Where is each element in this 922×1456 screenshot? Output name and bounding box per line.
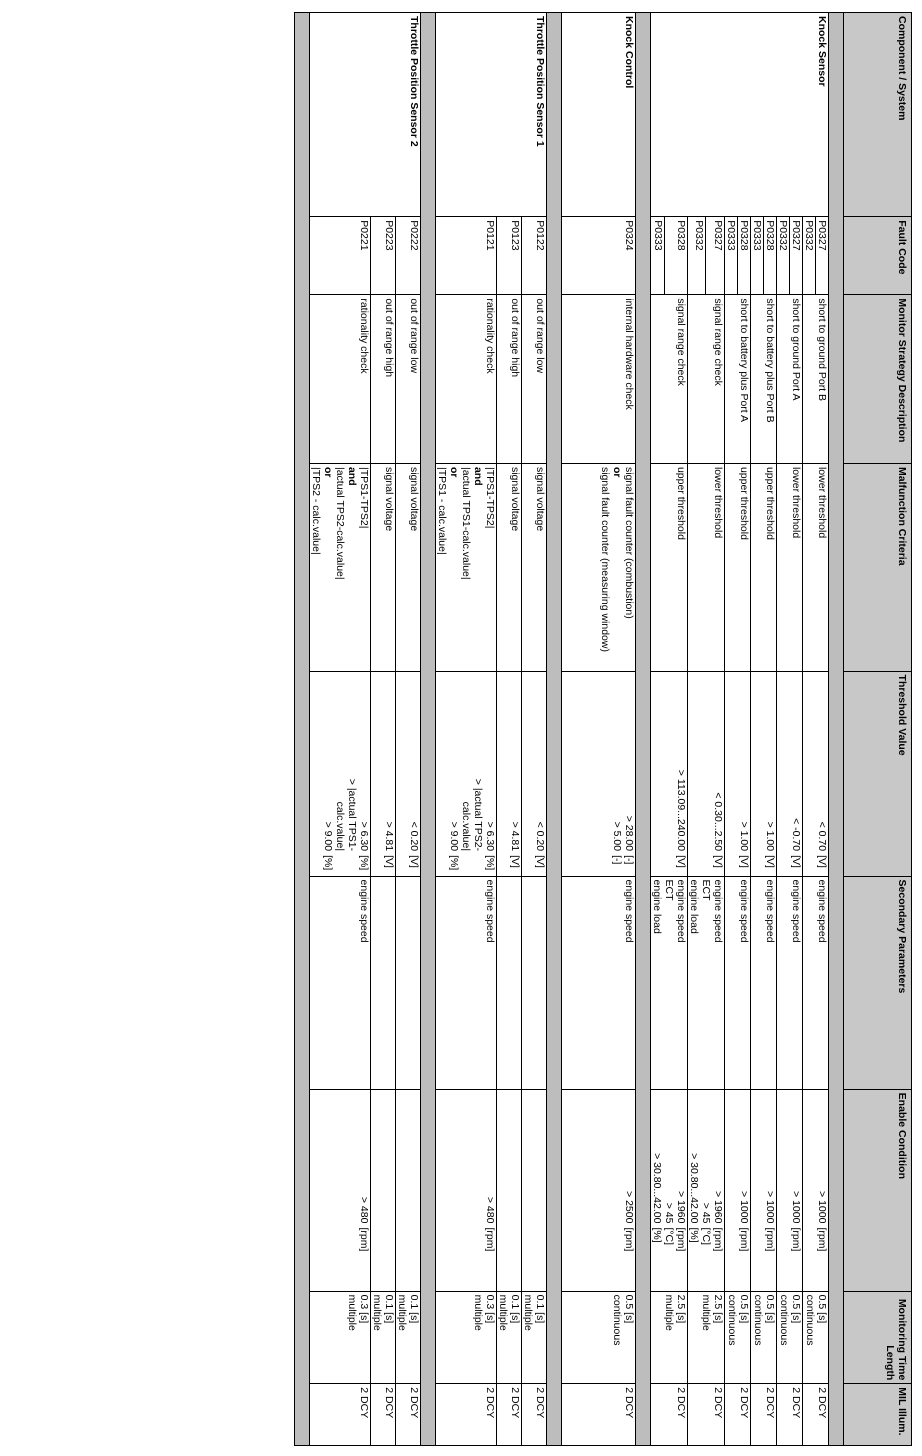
- enable-value: > 480: [310, 1089, 371, 1226]
- monitoring-duration: 0.3 [s]: [484, 1294, 496, 1324]
- threshold-unit-line: [%]: [358, 855, 370, 871]
- fault-code: P0122: [522, 217, 547, 295]
- mil-illumination: 2 DCY: [751, 1384, 777, 1446]
- threshold-unit: [310, 854, 371, 876]
- malfunction-criteria: [562, 463, 636, 671]
- header-criteria: Malfunction Criteria: [844, 463, 912, 671]
- threshold-value: > 4.81: [371, 671, 396, 854]
- strategy-description: short to battery plus Port B: [751, 295, 777, 464]
- mil-illumination: 2 DCY: [777, 1384, 803, 1446]
- enable-value-line: > 30.80...42.00: [651, 1153, 663, 1224]
- enable-unit: [651, 1226, 688, 1291]
- criteria-line: |TPS1-TPS2|: [484, 466, 496, 529]
- enable-unit: [522, 1226, 547, 1291]
- monitoring-time: [396, 1291, 421, 1384]
- monitoring-duration: 0.5 [s]: [764, 1294, 776, 1324]
- threshold-unit: [436, 854, 497, 876]
- fault-code: P0333: [725, 217, 738, 295]
- criteria-operator: and: [472, 466, 484, 486]
- secondary-parameter: engine speed: [562, 876, 636, 1089]
- malfunction-criteria: [310, 463, 371, 671]
- threshold-line: calc.value|: [460, 801, 472, 852]
- table-row: [562, 13, 636, 1446]
- secondary-parameter: engine speed: [310, 876, 371, 1089]
- strategy-description: out of range high: [497, 295, 522, 464]
- table-row: [816, 13, 829, 1446]
- threshold-line: > |actual TPS1-: [346, 778, 358, 852]
- criteria-line: |actual TPS1-calc.value|: [460, 466, 472, 580]
- monitoring-mode: multiple: [522, 1294, 534, 1331]
- fault-code: P0327: [816, 217, 829, 295]
- secondary-parameter: [522, 876, 547, 1089]
- malfunction-criteria: signal voltage: [522, 463, 547, 671]
- monitoring-duration: 0.5 [s]: [816, 1294, 828, 1324]
- enable-unit-line: [rpm]: [675, 1227, 687, 1252]
- monitoring-time: [651, 1291, 688, 1384]
- criteria-line: |actual TPS2-calc.value|: [334, 466, 346, 580]
- threshold-unit: [V]: [725, 854, 751, 876]
- enable-value-line: > 45: [663, 1202, 675, 1224]
- enable-unit: [rpm]: [751, 1226, 777, 1291]
- secondary-parameter-line: engine speed: [675, 879, 687, 943]
- criteria-line: |TPS1 - calc.value|: [436, 466, 448, 555]
- enable-value: > 1000: [751, 1089, 777, 1226]
- fault-code: P0332: [777, 217, 790, 295]
- threshold-unit-spacer: [346, 855, 358, 872]
- section-divider: [421, 13, 436, 1446]
- threshold-unit-spacer: [472, 855, 484, 872]
- threshold-unit: [V]: [371, 854, 396, 876]
- enable-unit-line: [%]: [651, 1227, 663, 1243]
- threshold-unit-line: [%]: [484, 855, 496, 871]
- monitoring-mode: multiple: [700, 1294, 712, 1331]
- monitoring-mode: multiple: [396, 1294, 408, 1331]
- table-row: [310, 13, 371, 1446]
- secondary-parameter-line: ECT: [700, 879, 712, 901]
- monitoring-time: [522, 1291, 547, 1384]
- fault-code: P0333: [751, 217, 764, 295]
- strategy-description: signal range check: [651, 295, 688, 464]
- enable-value-line: > 45: [700, 1202, 712, 1224]
- monitoring-mode: multiple: [346, 1294, 358, 1331]
- enable-unit: [rpm]: [310, 1226, 371, 1291]
- mil-illumination: 2 DCY: [371, 1384, 396, 1446]
- component-name: Knock Sensor: [651, 13, 829, 217]
- threshold-unit: [V]: [777, 854, 803, 876]
- criteria-line: signal fault counter (combustion): [623, 466, 635, 619]
- monitoring-mode: multiple: [663, 1294, 675, 1331]
- table-row: [497, 13, 522, 1446]
- malfunction-criteria: signal voltage: [371, 463, 396, 671]
- monitoring-mode: continuous: [726, 1294, 738, 1346]
- table-row: [764, 13, 777, 1446]
- threshold-unit: [V]: [751, 854, 777, 876]
- monitoring-duration: 0.1 [s]: [383, 1294, 395, 1324]
- threshold-line: > 9.00: [322, 821, 334, 852]
- threshold-value: > 1.00: [725, 671, 751, 854]
- threshold-value: [310, 671, 371, 854]
- component-name: Knock Control: [562, 13, 636, 217]
- table-row: [436, 13, 497, 1446]
- enable-unit: [497, 1226, 522, 1291]
- monitoring-duration: 2.5 [s]: [675, 1294, 687, 1324]
- table-row: [522, 13, 547, 1446]
- secondary-parameter-line: engine load: [651, 879, 663, 934]
- strategy-description: out of range high: [371, 295, 396, 464]
- fault-code: P0332: [688, 217, 707, 295]
- threshold-unit-line: [-]: [623, 855, 635, 865]
- enable-value-line: > 1960: [675, 1191, 687, 1224]
- monitoring-mode: multiple: [472, 1294, 484, 1331]
- threshold-line: calc.value|: [334, 801, 346, 852]
- malfunction-criteria: upper threshold: [651, 463, 688, 671]
- enable-value: > 480: [436, 1089, 497, 1226]
- enable-value: [396, 1089, 421, 1226]
- threshold-line: > |actual TPS2-: [472, 778, 484, 852]
- component-name: Throttle Position Sensor 2: [310, 13, 421, 217]
- secondary-parameter-line: engine load: [688, 879, 700, 934]
- threshold-line: > 6.30: [484, 821, 496, 852]
- threshold-line: > 5.00: [611, 821, 623, 852]
- monitoring-time: [688, 1291, 725, 1384]
- threshold-unit-spacer: [460, 855, 472, 872]
- threshold-value: < -0.70: [777, 671, 803, 854]
- strategy-description: signal range check: [688, 295, 725, 464]
- fault-code: P0328: [764, 217, 777, 295]
- monitoring-duration: 0.5 [s]: [738, 1294, 750, 1324]
- monitoring-time: [310, 1291, 371, 1384]
- enable-value: [651, 1089, 688, 1226]
- criteria-line: |TPS2 - calc.value|: [310, 466, 322, 555]
- monitoring-mode: continuous: [778, 1294, 790, 1346]
- threshold-unit: [V]: [522, 854, 547, 876]
- threshold-unit-line: [-]: [611, 855, 623, 865]
- threshold-value: > 1.00: [751, 671, 777, 854]
- threshold-unit: [V]: [396, 854, 421, 876]
- section-divider: [636, 13, 651, 1446]
- section-divider: [829, 13, 844, 1446]
- secondary-parameter: [497, 876, 522, 1089]
- header-strategy: Monitor Strategy Description: [844, 295, 912, 464]
- table-row: [738, 13, 751, 1446]
- header-row: [844, 13, 912, 1446]
- criteria-operator: or: [611, 466, 623, 478]
- criteria-operator: or: [322, 466, 334, 478]
- threshold-value: < 0.70: [803, 671, 829, 854]
- section-divider: [295, 13, 310, 1446]
- monitoring-duration: 0.3 [s]: [358, 1294, 370, 1324]
- malfunction-criteria: lower threshold: [803, 463, 829, 671]
- strategy-description: short to ground Port A: [777, 295, 803, 464]
- secondary-parameter: [651, 876, 688, 1089]
- threshold-value: < 0.20: [522, 671, 547, 854]
- fault-code: P0327: [706, 217, 725, 295]
- header-mil: MIL Illum.: [844, 1384, 912, 1446]
- threshold-line: > 9.00: [448, 821, 460, 852]
- secondary-parameter: engine speed: [436, 876, 497, 1089]
- fault-code: P0328: [738, 217, 751, 295]
- criteria-operator: or: [448, 466, 460, 478]
- enable-unit: [rpm]: [803, 1226, 829, 1291]
- enable-value: [497, 1089, 522, 1226]
- strategy-description: short to battery plus Port A: [725, 295, 751, 464]
- enable-value-line: > 30.80...42.00: [688, 1153, 700, 1224]
- mil-illumination: 2 DCY: [562, 1384, 636, 1446]
- fault-code: P0121: [436, 217, 497, 295]
- fault-code: P0221: [310, 217, 371, 295]
- monitoring-time: [803, 1291, 829, 1384]
- monitoring-time: [497, 1291, 522, 1384]
- threshold-value: [562, 671, 636, 854]
- monitoring-duration: 0.1 [s]: [534, 1294, 546, 1324]
- fault-code: P0333: [651, 217, 665, 295]
- fault-code: P0222: [396, 217, 421, 295]
- monitoring-mode: multiple: [371, 1294, 383, 1331]
- enable-value: > 2500: [562, 1089, 636, 1226]
- table-row: [790, 13, 803, 1446]
- table-row: [371, 13, 396, 1446]
- monitoring-time: [562, 1291, 636, 1384]
- fault-code: P0123: [497, 217, 522, 295]
- enable-value: [522, 1089, 547, 1226]
- malfunction-criteria: lower threshold: [688, 463, 725, 671]
- strategy-description: internal hardware check: [562, 295, 636, 464]
- threshold-unit: [V]: [497, 854, 522, 876]
- table-row: [396, 13, 421, 1446]
- criteria-operator: and: [346, 466, 358, 486]
- strategy-description: rationality check: [436, 295, 497, 464]
- component-name: Throttle Position Sensor 1: [436, 13, 547, 217]
- enable-unit-line: [rpm]: [712, 1227, 724, 1252]
- secondary-parameter: engine speed: [803, 876, 829, 1089]
- header-threshold: Threshold Value: [844, 671, 912, 876]
- secondary-parameter: engine speed: [751, 876, 777, 1089]
- enable-value: [371, 1089, 396, 1226]
- mil-illumination: 2 DCY: [497, 1384, 522, 1446]
- secondary-parameter: [688, 876, 725, 1089]
- header-enable: Enable Condition: [844, 1089, 912, 1291]
- mil-illumination: 2 DCY: [396, 1384, 421, 1446]
- enable-unit: [rpm]: [436, 1226, 497, 1291]
- threshold-value: [436, 671, 497, 854]
- monitoring-duration: 0.1 [s]: [408, 1294, 420, 1324]
- secondary-parameter: [396, 876, 421, 1089]
- header-secondary: Secondary Parameters: [844, 876, 912, 1089]
- enable-value: > 1000: [803, 1089, 829, 1226]
- mil-illumination: 2 DCY: [651, 1384, 688, 1446]
- header-component: Component / System: [844, 13, 912, 217]
- criteria-line: |TPS1-TPS2|: [358, 466, 370, 529]
- fault-code: P0324: [562, 217, 636, 295]
- enable-unit: [rpm]: [777, 1226, 803, 1291]
- section-divider: [547, 13, 562, 1446]
- monitoring-mode: continuous: [611, 1294, 623, 1346]
- enable-unit-line: [%]: [688, 1227, 700, 1243]
- strategy-description: short to ground Port B: [803, 295, 829, 464]
- obd-monitor-table: [294, 12, 912, 1446]
- threshold-unit: [V]: [651, 854, 688, 876]
- strategy-description: rationality check: [310, 295, 371, 464]
- threshold-unit: [562, 854, 636, 876]
- fault-code: P0327: [790, 217, 803, 295]
- malfunction-criteria: signal voltage: [497, 463, 522, 671]
- secondary-parameter-line: engine speed: [712, 879, 724, 943]
- table-row: [665, 13, 688, 1446]
- malfunction-criteria: signal voltage: [396, 463, 421, 671]
- monitoring-duration: 0.5 [s]: [790, 1294, 802, 1324]
- enable-unit-line: [°C]: [700, 1227, 712, 1246]
- monitoring-time: [777, 1291, 803, 1384]
- mil-illumination: 2 DCY: [725, 1384, 751, 1446]
- enable-value: > 1000: [777, 1089, 803, 1226]
- monitoring-mode: multiple: [497, 1294, 509, 1331]
- threshold-value: < 0.20: [396, 671, 421, 854]
- monitoring-time: [371, 1291, 396, 1384]
- enable-unit: [rpm]: [562, 1226, 636, 1291]
- monitoring-duration: 0.1 [s]: [509, 1294, 521, 1324]
- threshold-unit: [V]: [803, 854, 829, 876]
- enable-unit: [rpm]: [725, 1226, 751, 1291]
- fault-code: P0332: [803, 217, 816, 295]
- monitoring-mode: continuous: [752, 1294, 764, 1346]
- mil-illumination: 2 DCY: [688, 1384, 725, 1446]
- threshold-line: > 28.00: [623, 815, 635, 852]
- table-row: [706, 13, 725, 1446]
- secondary-parameter: [371, 876, 396, 1089]
- mil-illumination: 2 DCY: [436, 1384, 497, 1446]
- threshold-unit-line: [%]: [448, 855, 460, 871]
- threshold-value: < 0.30...2.50: [688, 671, 725, 854]
- malfunction-criteria: [436, 463, 497, 671]
- threshold-unit-line: [%]: [322, 855, 334, 871]
- mil-illumination: 2 DCY: [522, 1384, 547, 1446]
- monitoring-duration: 2.5 [s]: [712, 1294, 724, 1324]
- threshold-unit: [V]: [688, 854, 725, 876]
- malfunction-criteria: upper threshold: [725, 463, 751, 671]
- strategy-description: out of range low: [522, 295, 547, 464]
- malfunction-criteria: lower threshold: [777, 463, 803, 671]
- monitoring-time: [751, 1291, 777, 1384]
- secondary-parameter: engine speed: [777, 876, 803, 1089]
- threshold-line: > 6.30: [358, 821, 370, 852]
- enable-unit-line: [°C]: [663, 1227, 675, 1246]
- monitoring-duration: 0.5 [s]: [623, 1294, 635, 1324]
- mil-illumination: 2 DCY: [803, 1384, 829, 1446]
- criteria-line: signal fault counter (measuring window): [599, 466, 611, 652]
- malfunction-criteria: upper threshold: [751, 463, 777, 671]
- fault-code: P0328: [665, 217, 688, 295]
- header-monitoring: Monitoring Time Length: [844, 1291, 912, 1384]
- secondary-parameter-line: ECT: [663, 879, 675, 901]
- monitoring-mode: continuous: [804, 1294, 816, 1346]
- strategy-description: out of range low: [396, 295, 421, 464]
- header-fault-code: Fault Code: [844, 217, 912, 295]
- threshold-value: > 4.81: [497, 671, 522, 854]
- fault-code: P0223: [371, 217, 396, 295]
- threshold-value: > 113.09...240.00: [651, 671, 688, 854]
- enable-unit: [371, 1226, 396, 1291]
- threshold-unit-spacer: [334, 855, 346, 872]
- mil-illumination: 2 DCY: [310, 1384, 371, 1446]
- monitoring-time: [725, 1291, 751, 1384]
- enable-unit: [688, 1226, 725, 1291]
- enable-value: > 1000: [725, 1089, 751, 1226]
- secondary-parameter: engine speed: [725, 876, 751, 1089]
- enable-value: [688, 1089, 725, 1226]
- enable-value-line: > 1960: [712, 1191, 724, 1224]
- monitoring-time: [436, 1291, 497, 1384]
- enable-unit: [396, 1226, 421, 1291]
